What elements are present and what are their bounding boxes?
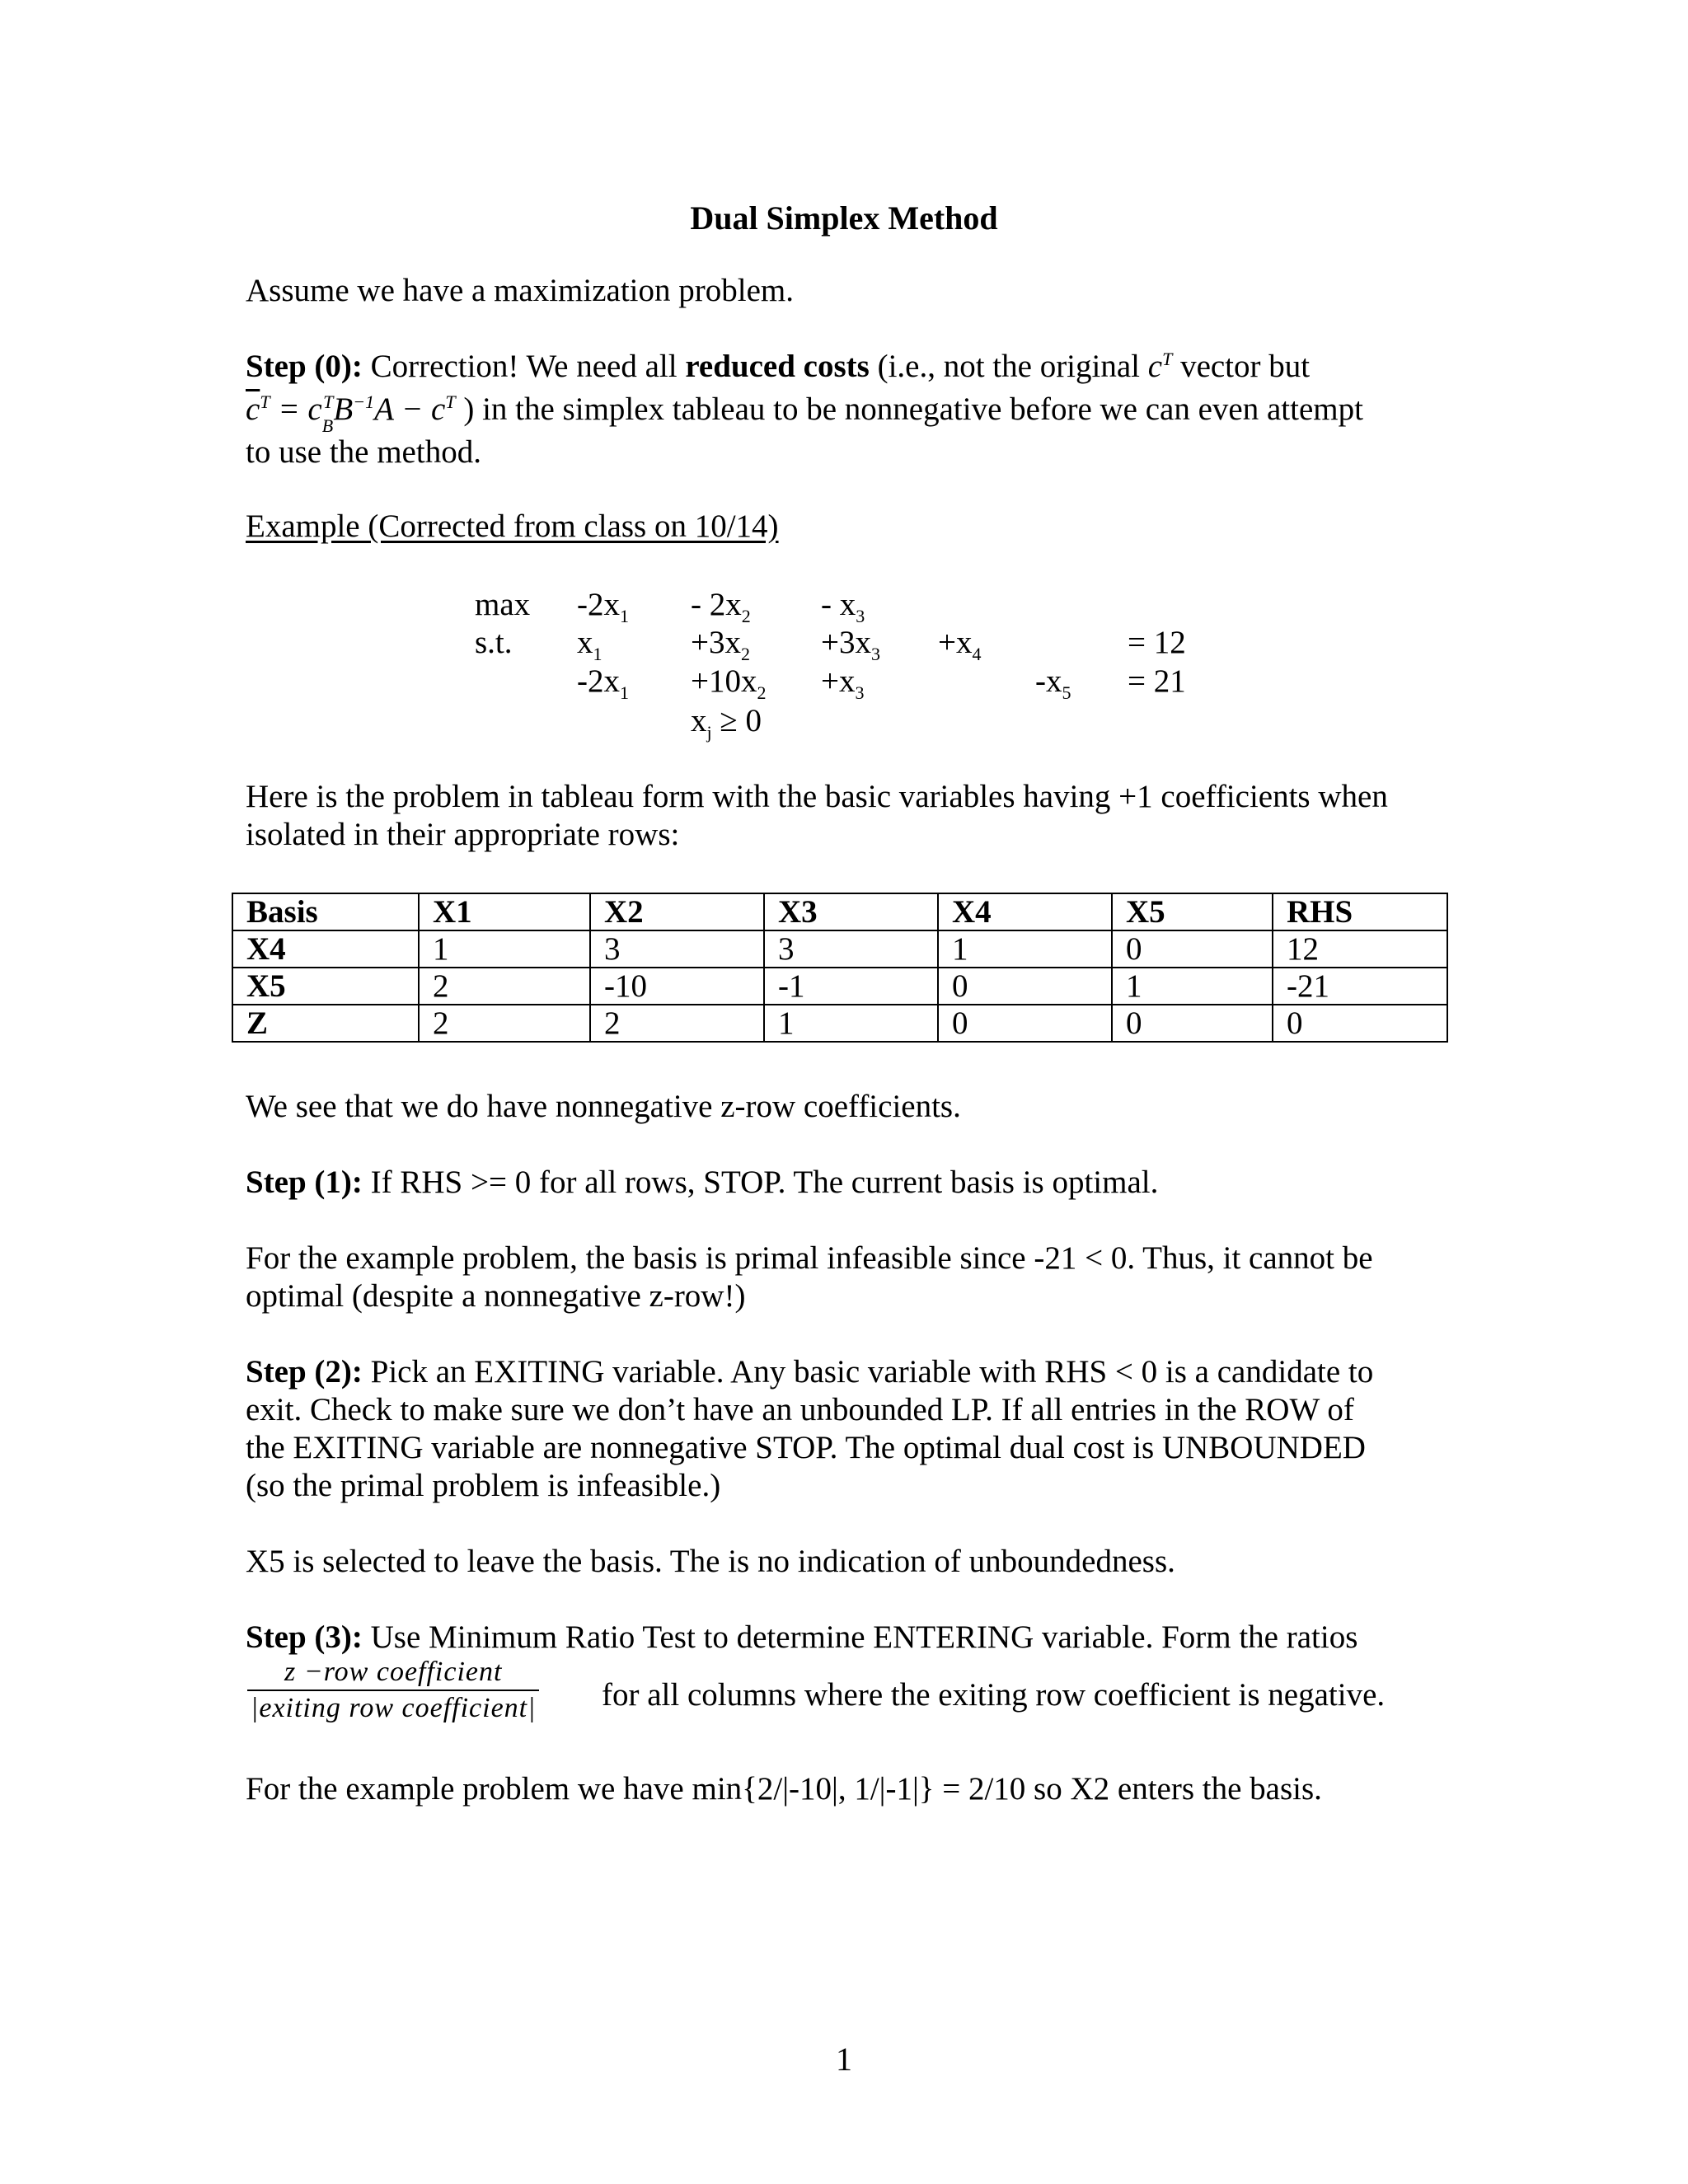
intro-text: Assume we have a maximization problem. — [246, 273, 794, 308]
step2-line1: Step (2): Pick an EXITING variable. Any basic variable with RHS < 0 is a candidate to — [246, 1354, 1374, 1390]
step3-line2: for all columns where the exiting row coefficient is negative. — [602, 1677, 1386, 1713]
step3-label: Step (3): — [246, 1619, 363, 1655]
step0-line1: Step (0): Correction! We need all reduced costs (i.e., not the original $c^T$ vector but — [246, 349, 1311, 384]
tableau-intro-line2: isolated in their appropriate rows: — [246, 817, 680, 852]
step2-label: Step (2): — [246, 1354, 363, 1390]
fraction-denominator: |exiting row coefficient| — [247, 1690, 539, 1726]
header-x2: X2 — [590, 893, 764, 930]
result-text: For the example problem we have min{2/|-10|, 1/|-1|} = 2/10 so X2 enters the basis. — [246, 1771, 1322, 1807]
step0-line2: $\overline{c}^T = c_B^TB^{-1}A - c^T$ ) in the simplex tableau to be nonnegative before we can even attempt — [246, 391, 1363, 436]
step2-line2: exit. Check to make sure we don’t have an unbounded LP. If all entries in the ROW of — [246, 1392, 1354, 1427]
header-x5: X5 — [1112, 893, 1273, 930]
table-row: Z 2 2 1 0 0 0 — [232, 1005, 1447, 1042]
fraction-numerator: z −row coefficient — [284, 1657, 503, 1687]
tableau-header-row — [232, 893, 1447, 930]
step2-line4: (so the primal problem is infeasible.) — [246, 1468, 721, 1503]
header-rhs: RHS — [1273, 893, 1447, 930]
page-number: 1 — [836, 2041, 852, 2078]
example-heading: Example (Corrected from class on 10/14) — [246, 509, 779, 544]
infeasible-line1: For the example problem, the basis is primal infeasible since -21 < 0. Thus, it cannot be — [246, 1240, 1373, 1276]
step0-label: Step (0): — [246, 349, 363, 384]
table-row: X4 1 3 3 1 0 12 — [232, 930, 1447, 968]
step3-line1: Step (3): Use Minimum Ratio Test to determine ENTERING variable. Form the ratios — [246, 1619, 1358, 1655]
table-row: X5 2 -10 -1 0 1 -21 — [232, 968, 1447, 1005]
step1-label: Step (1): — [246, 1165, 363, 1200]
step2-line3: the EXITING variable are nonnegative STOP. The optimal dual cost is UNBOUNDED — [246, 1430, 1366, 1465]
step0-line3: to use the method. — [246, 434, 481, 470]
x5-selected-text: X5 is selected to leave the basis. The is no indication of unboundedness. — [246, 1544, 1175, 1579]
header-x3: X3 — [764, 893, 938, 930]
c-transpose-symbol: $c^T$ — [1147, 349, 1173, 384]
reduced-costs-term: reduced costs — [685, 349, 870, 384]
tableau-intro-line1: Here is the problem in tableau form with the basic variables having +1 coefficients when — [246, 779, 1388, 814]
header-basis: Basis — [232, 893, 419, 930]
reduced-cost-formula: $\overline{c}^T = c_B^TB^{-1}A - c^T$ — [246, 391, 456, 436]
simplex-tableau — [232, 893, 1448, 1043]
header-x4: X4 — [938, 893, 1112, 930]
header-x1: X1 — [419, 893, 590, 930]
page-title: Dual Simplex Method — [690, 199, 998, 237]
infeasible-line2: optimal (despite a nonnegative z-row!) — [246, 1278, 746, 1314]
step1-text: Step (1): If RHS >= 0 for all rows, STOP. The current basis is optimal. — [246, 1165, 1159, 1200]
ratio-fraction — [247, 1655, 539, 1726]
nonneg-text: We see that we do have nonnegative z-row coefficients. — [246, 1089, 961, 1124]
